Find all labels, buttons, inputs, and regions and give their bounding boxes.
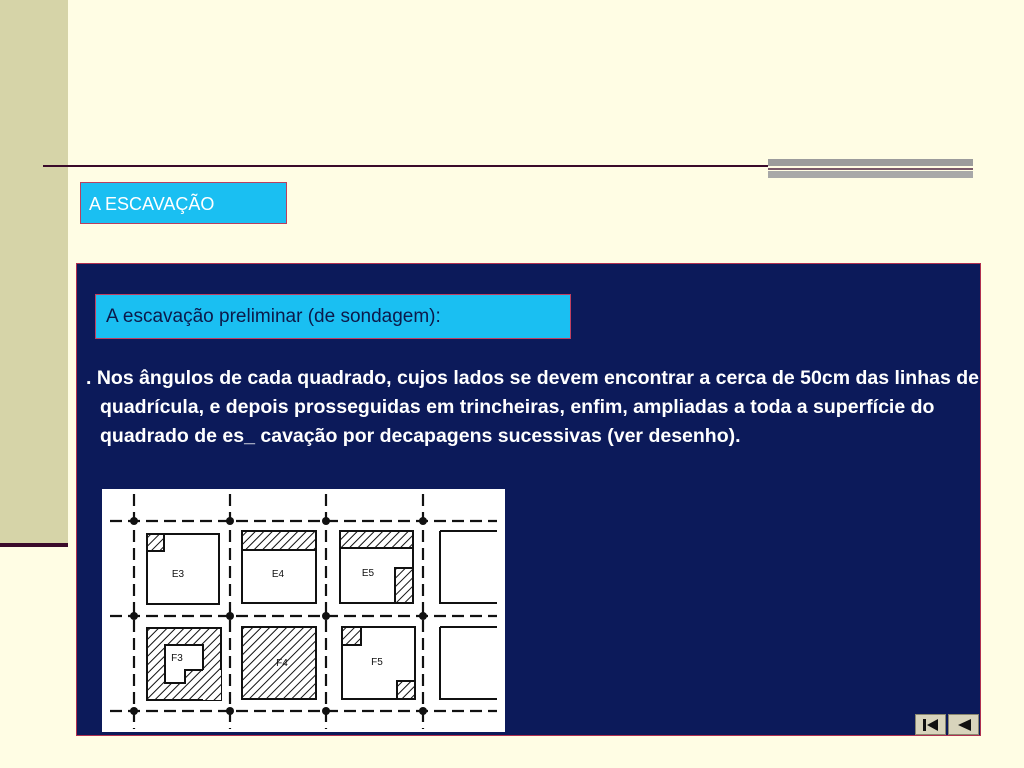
previous-slide-button[interactable] [948, 714, 979, 735]
square-e5 [340, 531, 413, 603]
first-slide-button[interactable] [915, 714, 946, 735]
previous-slide-icon [954, 718, 974, 732]
square-label-e4: E4 [271, 569, 285, 580]
square-e4 [242, 531, 316, 603]
subtitle: A escavação preliminar (de sondagem): [95, 294, 571, 339]
body-text: . Nos ângulos de cada quadrado, cujos lados se devem encontrar a cerca de 50cm das linhas de quadrícula, e depois prosseguidas em trincheiras, enfim, ampliadas a toda a superfície do quadrado de es_ cavação por decapagens sucessivas (ver desenho). [86, 367, 979, 447]
partial-square-bottom [440, 627, 497, 699]
square-f3 [147, 628, 221, 700]
left-decorative-bar [0, 0, 68, 545]
slide-navigation [915, 714, 981, 735]
excavation-diagram [102, 489, 505, 732]
header-rule-accent [768, 159, 973, 179]
first-slide-icon [921, 718, 941, 732]
content-panel [76, 263, 981, 736]
partial-square-top [440, 531, 497, 603]
square-label-e5: E5 [361, 568, 375, 579]
header-rule [43, 165, 768, 167]
square-label-e3: E3 [171, 569, 185, 580]
left-bar-rule [0, 543, 68, 547]
section-title: A ESCAVAÇÃO [80, 182, 287, 224]
square-label-f3: F3 [171, 653, 183, 664]
square-label-f4: F4 [276, 658, 288, 669]
square-label-f5: F5 [371, 657, 383, 668]
